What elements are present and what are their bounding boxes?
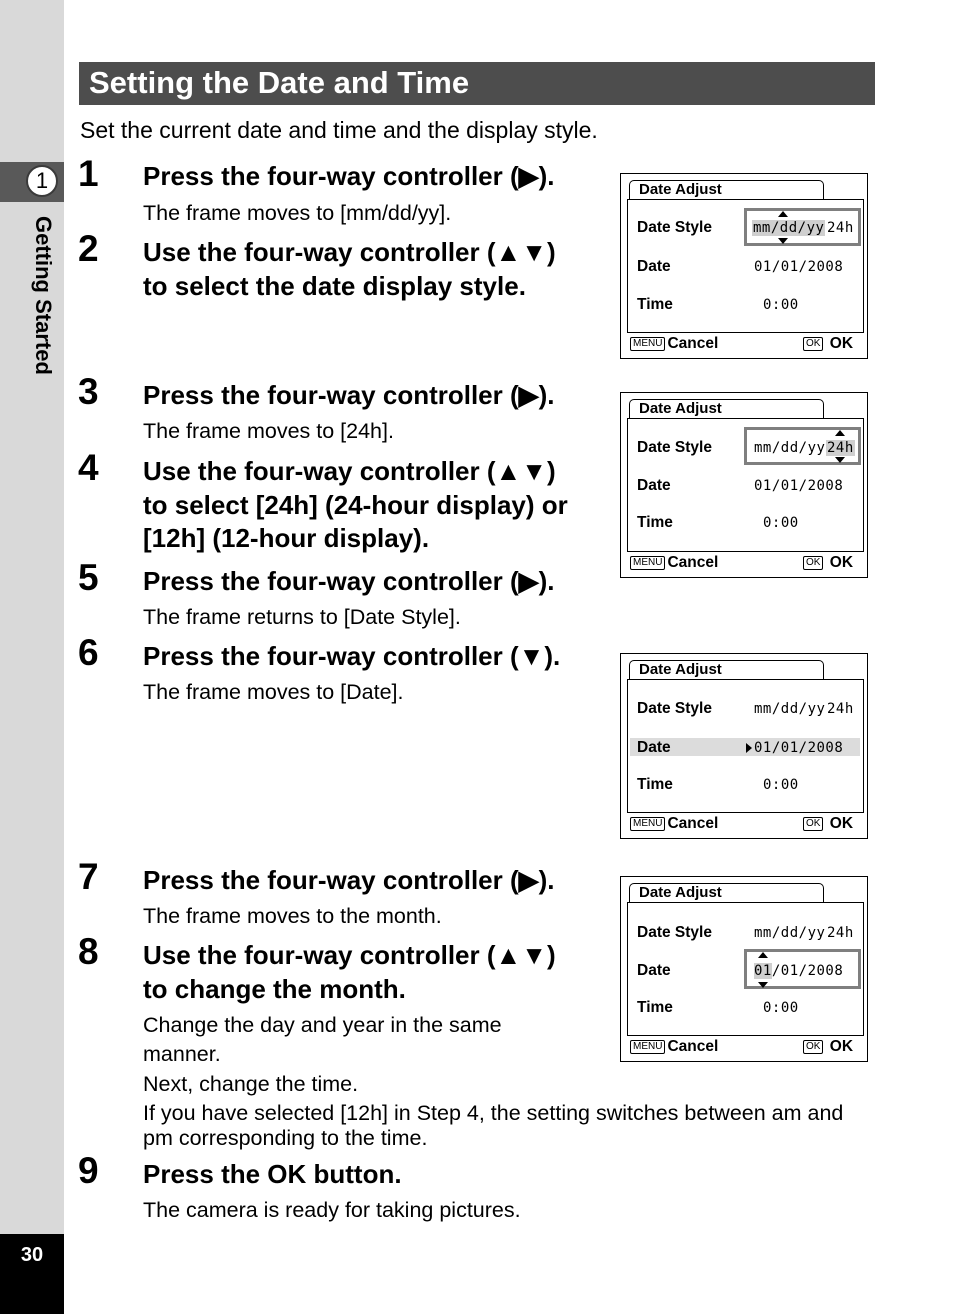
step-number: 2 — [78, 228, 99, 269]
step-body: manner. — [143, 1042, 221, 1066]
hour-format-value: 24h — [827, 440, 854, 456]
date-style-value: mm/dd/yy — [754, 440, 826, 456]
time-value: 0:00 — [763, 297, 799, 313]
step-heading: Use the four-way controller (▲▼) — [143, 237, 556, 267]
time-label: Time — [637, 999, 673, 1016]
date-style-label: Date Style — [637, 219, 712, 236]
ok-key-icon: OK — [803, 1040, 823, 1054]
down-arrow-icon — [835, 457, 845, 463]
step-number: 9 — [78, 1150, 99, 1191]
camera-screen — [620, 876, 868, 1062]
time-value: 0:00 — [763, 777, 799, 793]
up-arrow-icon — [758, 952, 768, 958]
date-value: 01/01/2008 — [754, 478, 844, 494]
step-heading: Use the four-way controller (▲▼) — [143, 456, 556, 486]
step-body: Next, change the time. — [143, 1072, 359, 1096]
camera-screen — [620, 653, 868, 839]
hour-format-value: 24h — [827, 701, 854, 717]
date-style-label: Date Style — [637, 700, 712, 717]
up-arrow-icon — [778, 211, 788, 217]
hour-format-value: 24h — [827, 220, 854, 236]
right-arrow-icon — [746, 743, 752, 753]
ok-key-icon: OK — [803, 337, 823, 351]
step-heading: [12h] (12-hour display). — [143, 523, 430, 553]
step-heading: to select the date display style. — [143, 271, 526, 301]
step-number: 8 — [78, 931, 99, 972]
cancel-hint: MENU Cancel — [630, 815, 718, 833]
step-heading: Press the four-way controller (▶). — [143, 161, 555, 191]
date-value: 01/01/2008 — [754, 259, 844, 275]
date-style-value: mm/dd/yy — [754, 925, 826, 941]
date-style-value: mm/dd/yy — [753, 220, 825, 236]
time-value: 0:00 — [763, 515, 799, 531]
down-arrow-icon — [758, 982, 768, 988]
time-value: 0:00 — [763, 1000, 799, 1016]
section-intro: Set the current date and time and the display style. — [80, 117, 598, 143]
step-heading: Use the four-way controller (▲▼) — [143, 940, 556, 970]
step-heading: Press the OK button. — [143, 1159, 402, 1189]
date-style-label: Date Style — [637, 439, 712, 456]
page-number: 30 — [20, 1244, 44, 1266]
ok-key-icon: OK — [803, 556, 823, 570]
down-arrow-icon — [778, 238, 788, 244]
step-number: 4 — [78, 447, 99, 488]
time-label: Time — [637, 776, 673, 793]
cancel-hint: MENU Cancel — [630, 554, 718, 572]
step-heading: Press the four-way controller (▶). — [143, 380, 555, 410]
menu-key-icon: MENU — [630, 817, 665, 831]
date-label: Date — [637, 739, 671, 756]
step-body: The frame returns to [Date Style]. — [143, 605, 461, 629]
step-body: The frame moves to the month. — [143, 904, 442, 928]
date-value: 01/01/2008 — [754, 963, 844, 979]
step-body: The frame moves to [24h]. — [143, 419, 394, 443]
time-label: Time — [637, 514, 673, 531]
step-body: Change the day and year in the same — [143, 1013, 502, 1037]
date-style-label: Date Style — [637, 924, 712, 941]
cancel-hint: MENU Cancel — [630, 1038, 718, 1056]
step-heading: to change the month. — [143, 974, 406, 1004]
month-value: 01 — [754, 963, 772, 979]
step-body: The frame moves to [Date]. — [143, 680, 404, 704]
ok-hint: OK OK — [803, 554, 853, 572]
menu-key-icon: MENU — [630, 1040, 665, 1054]
time-label: Time — [637, 296, 673, 313]
camera-screen — [620, 392, 868, 578]
date-label: Date — [637, 477, 671, 494]
step-number: 6 — [78, 632, 99, 673]
menu-key-icon: MENU — [630, 337, 665, 351]
chapter-number: 1 — [26, 165, 58, 197]
step-number: 7 — [78, 856, 99, 897]
screen-title: Date Adjust — [629, 883, 824, 902]
menu-key-icon: MENU — [630, 556, 665, 570]
step-heading: Press the four-way controller (▶). — [143, 865, 555, 895]
cancel-hint: MENU Cancel — [630, 335, 718, 353]
step-number: 3 — [78, 371, 99, 412]
step-heading: to select [24h] (24-hour display) or — [143, 490, 568, 520]
date-style-value: mm/dd/yy — [754, 701, 826, 717]
step-heading: Press the four-way controller (▼). — [143, 641, 561, 671]
camera-screen — [620, 173, 868, 359]
ok-hint: OK OK — [803, 815, 853, 833]
screen-title: Date Adjust — [629, 180, 824, 199]
date-label: Date — [637, 962, 671, 979]
step-number: 1 — [78, 153, 99, 194]
screen-title: Date Adjust — [629, 399, 824, 418]
step-body: The frame moves to [mm/dd/yy]. — [143, 201, 452, 225]
ok-key-icon: OK — [803, 817, 823, 831]
step-number: 5 — [78, 557, 99, 598]
screen-title: Date Adjust — [629, 660, 824, 679]
ok-hint: OK OK — [803, 1038, 853, 1056]
up-arrow-icon — [835, 430, 845, 436]
date-value: 01/01/2008 — [754, 740, 844, 756]
step-body: If you have selected [12h] in Step 4, the setting switches between am and pm corresponding to the time. — [143, 1101, 844, 1150]
step-body: The camera is ready for taking pictures. — [143, 1198, 521, 1222]
section-title: Setting the Date and Time — [89, 65, 470, 100]
chapter-title: Getting Started — [31, 216, 56, 375]
ok-hint: OK OK — [803, 335, 853, 353]
date-label: Date — [637, 258, 671, 275]
hour-format-value: 24h — [827, 925, 854, 941]
step-heading: Press the four-way controller (▶). — [143, 566, 555, 596]
